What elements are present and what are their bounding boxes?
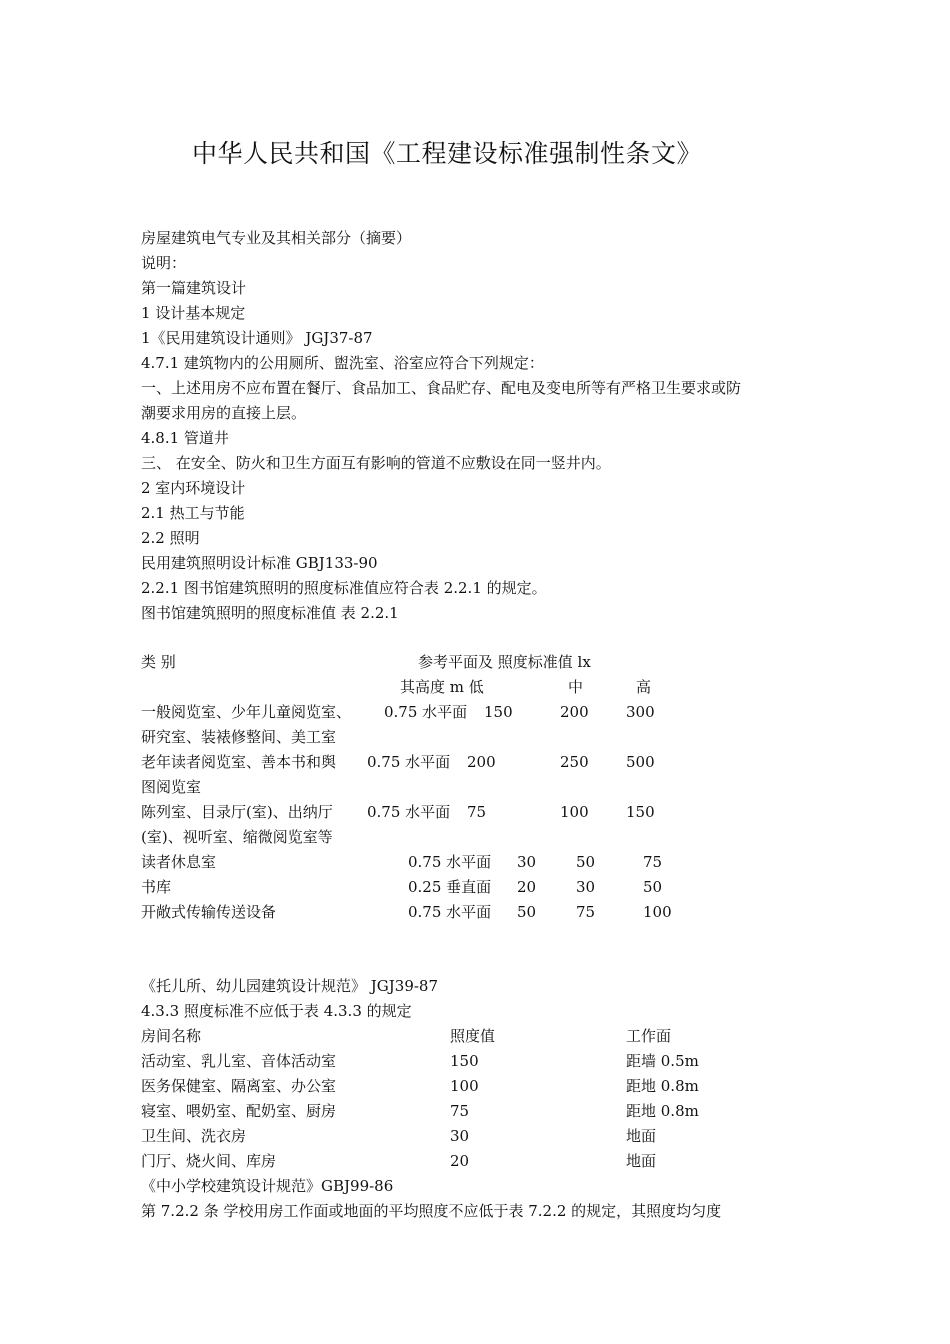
table1-row-low: 75 [467, 803, 487, 821]
part-heading: 第一篇建筑设计 [141, 279, 247, 297]
table2-row-room: 寝室、喂奶室、配奶室、厨房 [141, 1102, 337, 1120]
table2-row-lux: 150 [450, 1052, 479, 1070]
table1-row-name: 老年读者阅览室、善本书和舆 [141, 753, 337, 771]
standard-ref: 民用建筑照明设计标准 GBJ133-90 [141, 554, 378, 572]
table1-row-mid: 100 [560, 803, 589, 821]
table1-row-plane: 0.25 垂直面 [408, 878, 492, 896]
table1-row-high: 50 [643, 878, 663, 896]
table1-row-mid: 250 [560, 753, 589, 771]
clause-text: 4.3.3 照度标准不应低于表 4.3.3 的规定 [141, 1002, 412, 1020]
table1-row-low: 150 [484, 703, 513, 721]
standard-ref: 《托儿所、幼儿园建筑设计规范》 JGJ39-87 [141, 977, 439, 995]
standard-ref: 1《民用建筑设计通则》 JGJ37-87 [141, 329, 373, 347]
table1-row-name: 开敞式传输传送设备 [141, 903, 277, 921]
table1-row-name: 陈列室、目录厅(室)、出纳厅 [141, 803, 333, 821]
table2-row-plane: 距地 0.8m [626, 1102, 699, 1120]
table1-row-plane: 0.75 水平面 [408, 903, 492, 921]
table2-row-plane: 地面 [626, 1152, 657, 1170]
document-title: 中华人民共和国《工程建设标准强制性条文》 [192, 139, 703, 168]
table1-row-low: 30 [517, 853, 537, 871]
clause-text: 潮要求用房的直接上层。 [141, 404, 307, 422]
table1-row-name-cont: 图阅览室 [141, 778, 202, 796]
table2-row-plane: 距地 0.8m [626, 1077, 699, 1095]
table1-row-high: 150 [626, 803, 655, 821]
table1-row-low: 50 [517, 903, 537, 921]
clause-text: 2.2.1 图书馆建筑照明的照度标准值应符合表 2.2.1 的规定。 [141, 579, 547, 597]
table1-row-high: 300 [626, 703, 655, 721]
clause-text: 一、上述用房不应布置在餐厅、食品加工、食品贮存、配电及变电所等有严格卫生要求或防 [141, 379, 742, 397]
table1-row-low: 200 [467, 753, 496, 771]
table1-header-high: 高 [636, 678, 652, 696]
clause-text: 三、 在安全、防火和卫生方面互有影响的管道不应敷设在同一竖井内。 [141, 454, 611, 472]
subsection-heading: 2.2 照明 [141, 529, 200, 547]
table1-row-plane: 0.75 水平面 [367, 803, 451, 821]
table1-row-mid: 200 [560, 703, 589, 721]
clause-text: 第 7.2.2 条 学校用房工作面或地面的平均照度不应低于表 7.2.2 的规定，其照度均匀度 [141, 1202, 722, 1220]
table-caption: 图书馆建筑照明的照度标准值 表 2.2.1 [141, 604, 399, 622]
table2-row-room: 活动室、乳儿室、音体活动室 [141, 1052, 337, 1070]
table2-row-lux: 30 [450, 1127, 470, 1145]
table2-row-plane: 地面 [626, 1127, 657, 1145]
clause-text: 4.7.1 建筑物内的公用厕所、盥洗室、浴室应符合下列规定： [141, 354, 544, 372]
table1-header-ref-plane: 参考平面及 照度标准值 lx [418, 653, 591, 671]
table2-header-lux: 照度值 [450, 1027, 496, 1045]
section-heading: 2 室内环境设计 [141, 479, 246, 497]
table1-row-name: 一般阅览室、少年儿童阅览室、 [141, 703, 352, 721]
table2-row-plane: 距墙 0.5m [626, 1052, 699, 1070]
table2-row-lux: 75 [450, 1102, 470, 1120]
table1-row-mid: 30 [576, 878, 596, 896]
table2-row-room: 卫生间、洗衣房 [141, 1127, 247, 1145]
table2-row-lux: 20 [450, 1152, 470, 1170]
clause-heading: 4.8.1 管道井 [141, 429, 229, 447]
table1-row-name: 书库 [141, 878, 172, 896]
table1-row-plane: 0.75 水平面 [408, 853, 492, 871]
table1-row-name-cont: (室)、视听室、缩微阅览室等 [141, 828, 333, 846]
table2-row-lux: 100 [450, 1077, 479, 1095]
table1-row-high: 100 [643, 903, 672, 921]
subtitle: 房屋建筑电气专业及其相关部分（摘要） [141, 229, 412, 247]
table1-row-high: 75 [643, 853, 663, 871]
table2-header-room: 房间名称 [141, 1027, 202, 1045]
table1-row-plane: 0.75 水平面 [384, 703, 468, 721]
table1-row-name: 读者休息室 [141, 853, 217, 871]
subsection-heading: 2.1 热工与节能 [141, 504, 245, 522]
table1-row-high: 500 [626, 753, 655, 771]
table1-row-mid: 75 [576, 903, 596, 921]
note-heading: 说明： [141, 254, 187, 272]
table2-header-plane: 工作面 [626, 1027, 672, 1045]
standard-ref: 《中小学校建筑设计规范》GBJ99-86 [141, 1177, 394, 1195]
table1-row-plane: 0.75 水平面 [367, 753, 451, 771]
table1-header-height-low: 其高度 m 低 [400, 678, 484, 696]
table1-row-mid: 50 [576, 853, 596, 871]
table2-row-room: 门厅、烧火间、库房 [141, 1152, 277, 1170]
table2-row-room: 医务保健室、隔离室、办公室 [141, 1077, 337, 1095]
table1-header-mid: 中 [568, 678, 584, 696]
table1-row-low: 20 [517, 878, 537, 896]
table1-row-name-cont: 研究室、装裱修整间、美工室 [141, 728, 337, 746]
table1-header-category: 类 别 [141, 653, 176, 671]
section-heading: 1 设计基本规定 [141, 304, 246, 322]
